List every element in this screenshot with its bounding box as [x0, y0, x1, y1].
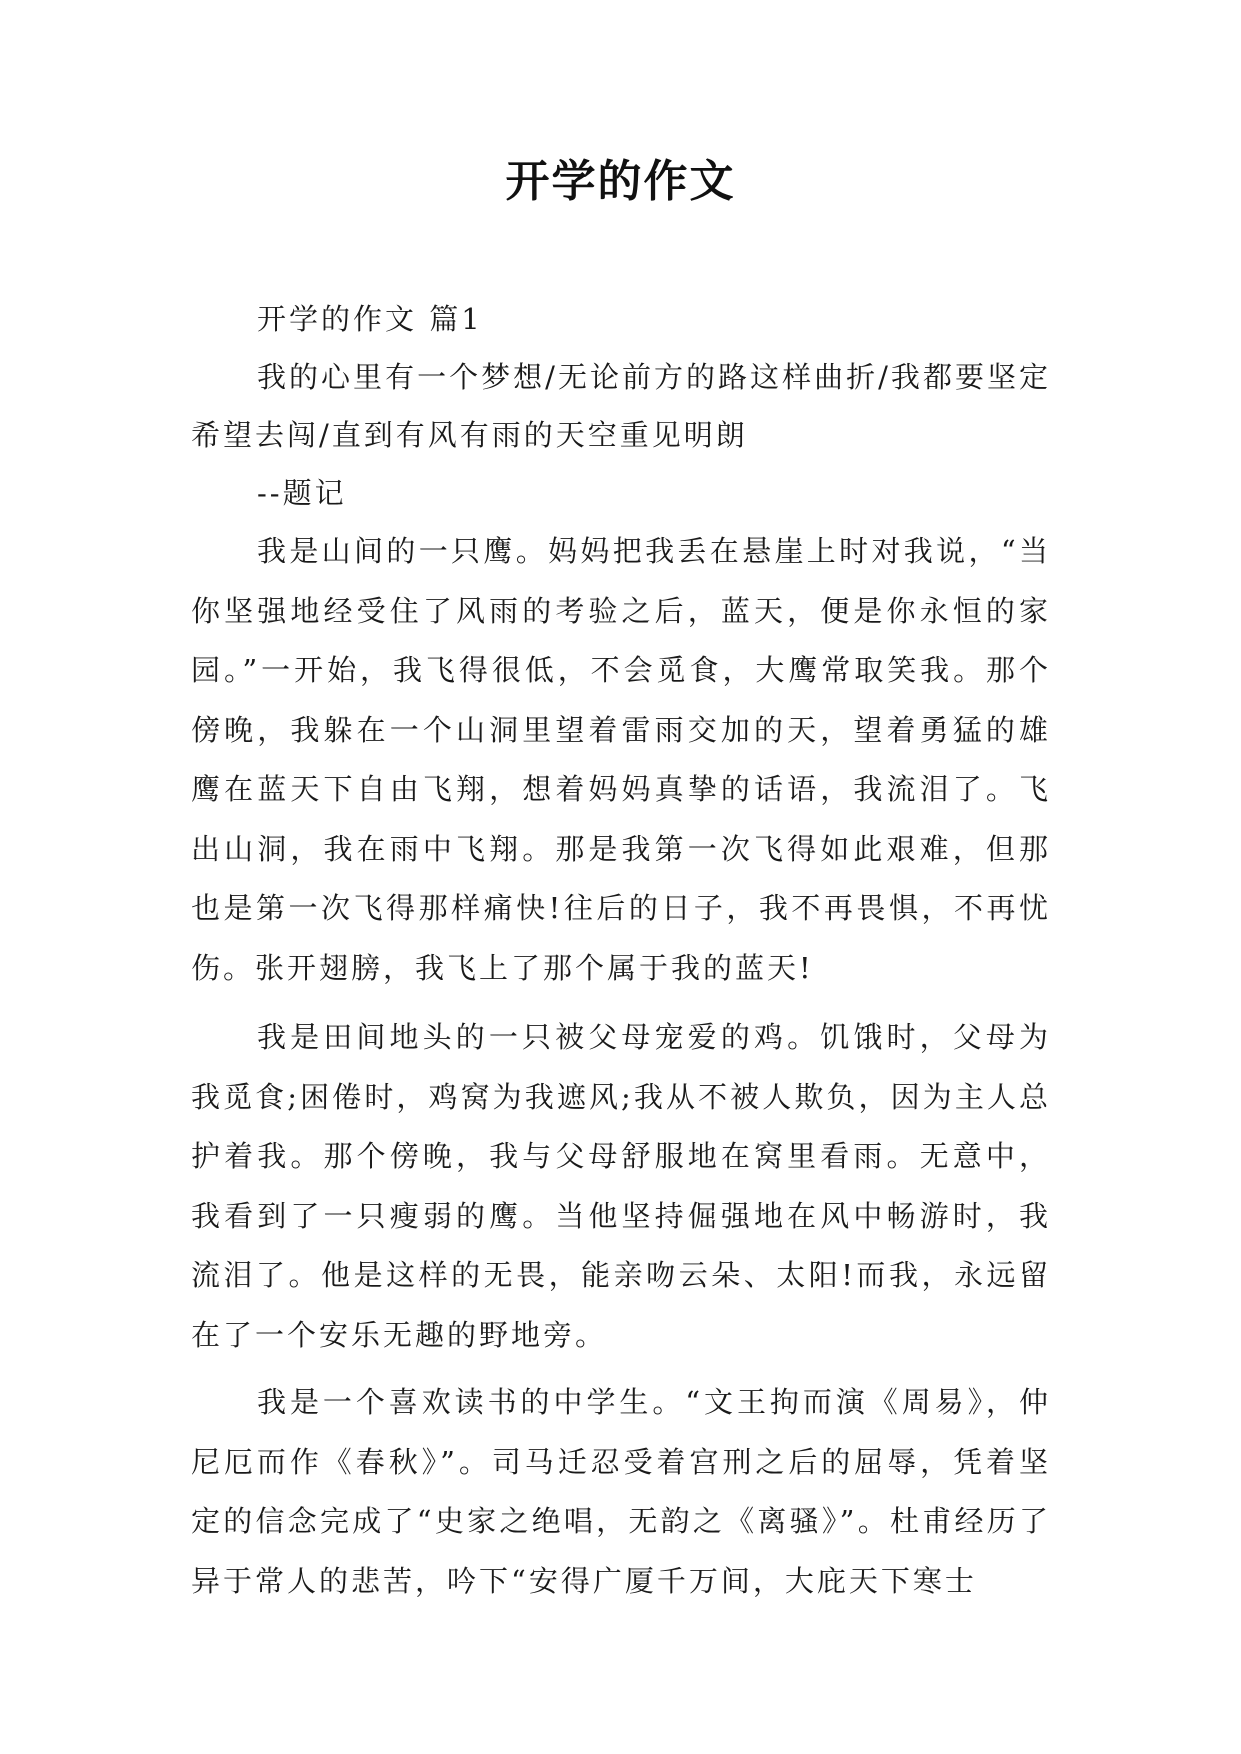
paragraph-student: 我是一个喜欢读书的中学生。“文王拘而演《周易》，仲尼厄而作《春秋》”。司马迁忍受着宫刑之后的屈辱，凭着坚定的信念完成了“史家之绝唱，无韵之《离骚》”。杜甫经历了异于常人的悲苦，吟下“安得广厦千万间，大庇天下寒士 — [191, 1385, 1051, 1598]
document-body — [191, 290, 1051, 1611]
paragraph-chicken: 我是田间地头的一只被父母宠爱的鸡。饥饿时，父母为我觅食;困倦时，鸡窝为我遮风;我从不被人欺负，因为主人总护着我。那个傍晚，我与父母舒服地在窝里看雨。无意中，我看到了一只瘦弱的鹰。当他坚持倔强地在风中畅游时，我流泪了。他是这样的无畏，能亲吻云朵、太阳!而我，永远留在了一个安乐无趣的野地旁。 — [191, 1020, 1051, 1352]
section-heading: 开学的作文 篇1 — [257, 302, 483, 336]
paragraph-epigraph-attribution: --题记 — [257, 476, 347, 510]
paragraph-epigraph: 我的心里有一个梦想/无论前方的路这样曲折/我都要坚定希望去闯/直到有风有雨的天空重见明朗 — [191, 360, 1051, 452]
document-title: 开学的作文 — [505, 156, 736, 207]
paragraph-eagle: 我是山间的一只鹰。妈妈把我丢在悬崖上时对我说，“当你坚强地经受住了风雨的考验之后，蓝天，便是你永恒的家园。”一开始，我飞得很低，不会觅食，大鹰常取笑我。那个傍晚，我躲在一个山洞里望着雷雨交加的天，望着勇猛的雄鹰在蓝天下自由飞翔，想着妈妈真挚的话语，我流泪了。飞出山洞，我在雨中飞翔。那是我第一次飞得如此艰难，但那也是第一次飞得那样痛快!往后的日子，我不再畏惧，不再忧伤。张开翅膀，我飞上了那个属于我的蓝天! — [191, 534, 1051, 985]
